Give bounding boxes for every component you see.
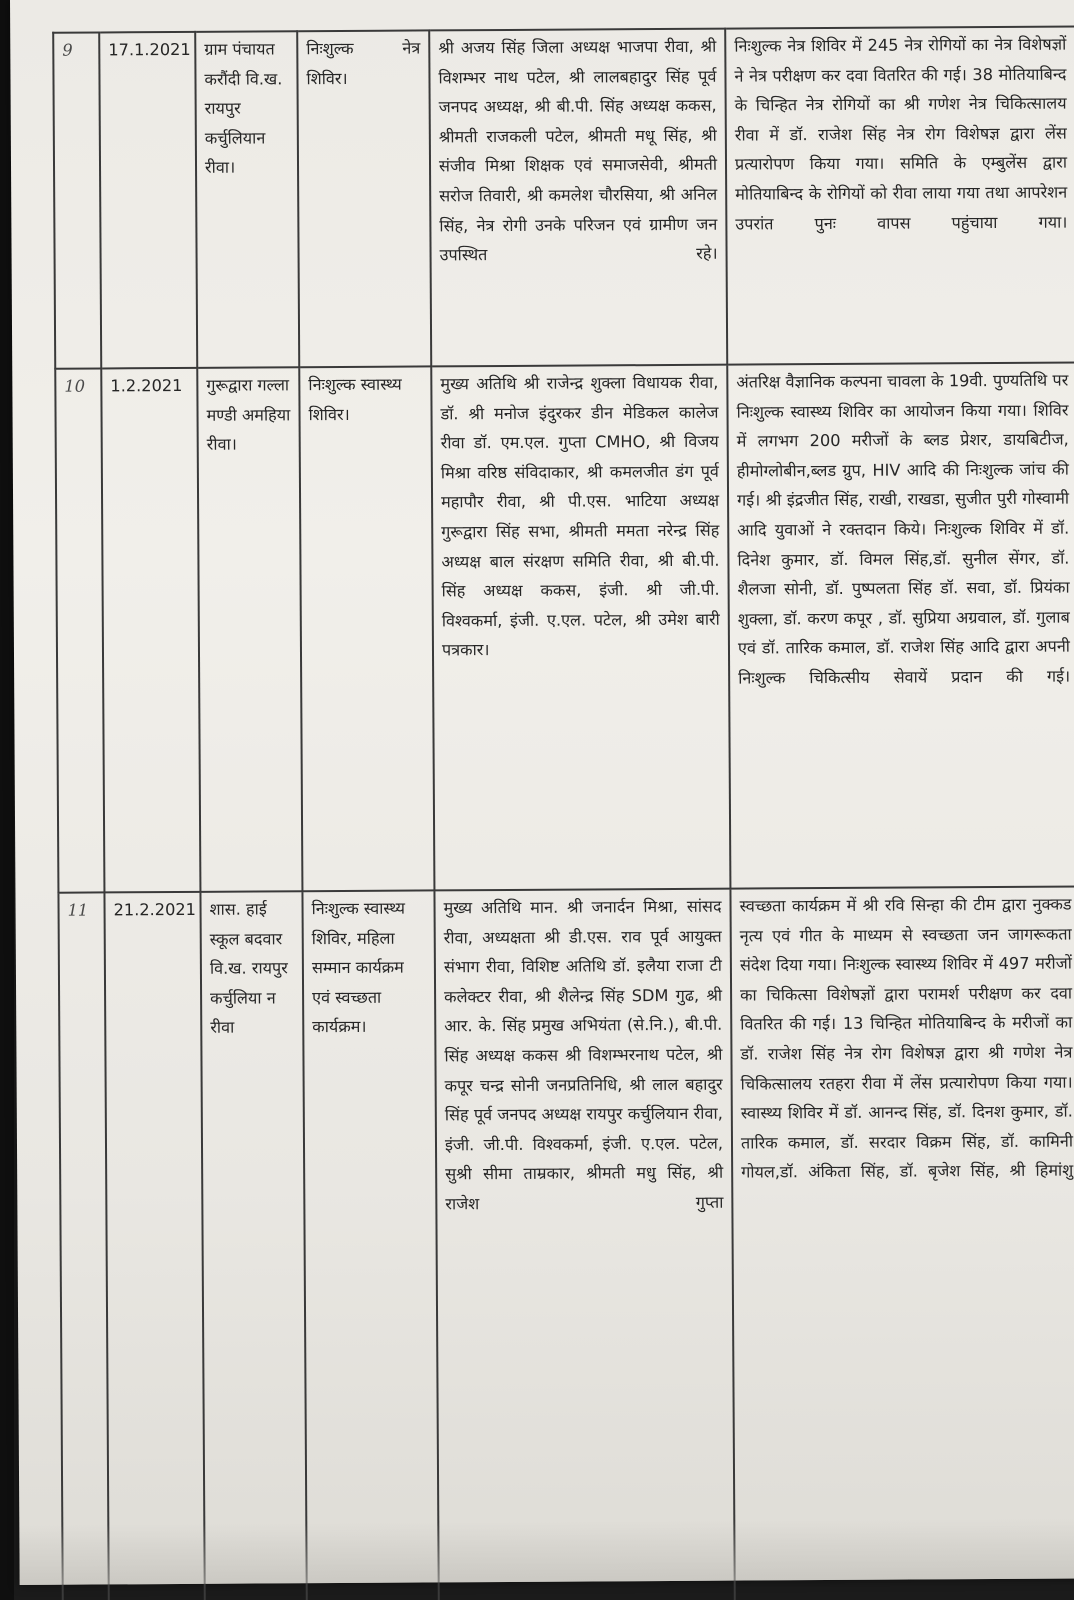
event-place: शास. हाई स्कूल बदवार वि.ख. रायपुर कर्चुलिया न रीवा	[200, 891, 307, 1600]
event-description: स्वच्छता कार्यक्रम में श्री रवि सिन्हा की टीम द्वारा नुक्कड नृत्य एवं गीत के माध्यम से स्वच्छता जन जागरूकता संदेश दिया गया। निःशुल्क स्वास्थ्य शिविर में 497 मरीजों का चिकित्सा विशेषज्ञों द्वारा परामर्श परीक्षण कर दवा वितरित की गई। 13 चिन्हित मोतियाबिन्द के मरीजों का डॉ. राजेश सिंह नेत्र रोग विशेषज्ञ द्वारा श्री गणेश नेत्र चिकित्सालय रतहरा रीवा में लेंस प्रत्यारोपण किया गया। स्वास्थ्य शिविर में डॉ. आनन्द सिंह, डॉ. दिनश कुमार, डॉ. तारिक कमाल, डॉ. सरदार विक्रम सिंह, डॉ. कामिनी गोयल,डॉ. अंकिता सिंह, डॉ. बृजेश सिंह, श्री हिमांशु	[730, 886, 1074, 1600]
document-page	[10, 0, 1074, 1585]
event-date: 17.1.2021	[99, 32, 197, 369]
event-place: गुरूद्वारा गल्ला मण्डी अमहिया रीवा।	[197, 367, 302, 892]
event-date: 21.2.2021	[104, 892, 205, 1600]
event-place: ग्राम पंचायत करौंदी वि.ख. रायपुर कर्चुलियान रीवा।	[195, 31, 299, 368]
table-row	[55, 362, 1074, 892]
table-row	[58, 886, 1074, 1600]
serial-number-handwritten: 9	[53, 32, 101, 368]
serial-number-handwritten: 10	[55, 368, 104, 892]
serial-number-handwritten: 11	[58, 892, 109, 1600]
event-description: निःशुल्क नेत्र शिविर में 245 नेत्र रोगियों का नेत्र विशेषज्ञों ने नेत्र परीक्षण कर दवा वितरित की गई। 38 मोतियाबिन्द के चिन्हित नेत्र रोगियों का श्री गणेश नेत्र चिकित्सालय रीवा में डॉ. राजेश सिंह नेत्र रोग विशेषज्ञ द्वारा लेंस प्रत्यारोपण किया गया। समिति के एम्बुलेंस द्वारा मोतियाबिन्द के रोगियों को रीवा लाया गया तथा आपरेशन उपरांत पुनः वापस पहुंचाया गया।	[725, 26, 1074, 364]
event-guests: मुख्य अतिथि मान. श्री जनार्दन मिश्रा, सांसद रीवा, अध्यक्षता श्री डी.एस. राव पूर्व आयुक्त संभाग रीवा, विशिष्ट अतिथि डॉ. इलैया राजा टी कलेक्टर रीवा, श्री शैलेन्द्र सिंह SDM गुढ, श्री आर. के. सिंह प्रमुख अभियंता (से.नि.), बी.पी. सिंह अध्यक्ष ककस श्री विशम्भरनाथ पटेल, श्री कपूर चन्द्र सोनी जनप्रतिनिधि, श्री लाल बहादुर सिंह पूर्व जनपद अध्यक्ष रायपुर कर्चुलियान रीवा, इंजी. जी.पी. विश्वकर्मा, इंजी. ए.एल. पटेल, सुश्री सीमा ताम्रकार, श्रीमती मधु सिंह, श्री राजेश गुप्ता	[434, 889, 735, 1600]
event-type: निःशुल्क स्वास्थ्य शिविर, महिला सम्मान कार्यक्रम एवं स्वच्छता कार्यक्रम।	[302, 890, 439, 1600]
records-table	[52, 25, 1074, 1600]
event-description: अंतरिक्ष वैज्ञानिक कल्पना चावला के 19वी. पुण्यतिथि पर निःशुल्क स्वास्थ्य शिविर का आयोजन किया गया। शिविर में लगभग 200 मरीजों के ब्लड प्रेशर, डायबिटीज, हीमोग्लोबीन,ब्लड ग्रुप, HIV आदि की निःशुल्क जांच की गई। श्री इंद्रजीत सिंह, राखी, राखडा, सुजीत पुरी गोस्वामी आदि युवाओं ने रक्तदान किये। निःशुल्क शिविर में डॉ. दिनेश कुमार, डॉ. विमल सिंह,डॉ. सुनील सेंगर, डॉ. शैलजा सोनी, डॉ. पुष्पलता सिंह डॉ. सवा, डॉ. प्रियंका शुक्ला, डॉ. करण कपूर , डॉ. सुप्रिया अग्रवाल, डॉ. गुलाब एवं डॉ. तारिक कमाल, डॉ. राजेश सिंह आदि द्वारा अपनी निःशुल्क चिकित्सीय सेवायें प्रदान की गई।	[727, 362, 1074, 888]
event-type: निःशुल्क स्वास्थ्य शिविर।	[299, 366, 434, 891]
table-row	[53, 26, 1074, 368]
event-guests: श्री अजय सिंह जिला अध्यक्ष भाजपा रीवा, श्री विशम्भर नाथ पटेल, श्री लालबहादुर सिंह पूर्व जनपद अध्यक्ष, श्री बी.पी. सिंह अध्यक्ष ककस, श्रीमती राजकली पटेल, श्रीमती मधू सिंह, श्री संजीव मिश्रा शिक्षक एवं समाजसेवी, श्रीमती सरोज तिवारी, श्री कमलेश चौरसिया, श्री अनिल सिंह, नेत्र रोगी उनके परिजन एवं ग्रामीण जन उपस्थित रहे।	[429, 29, 727, 367]
event-type: निःशुल्क नेत्र शिविर।	[297, 30, 431, 367]
event-date: 1.2.2021	[101, 368, 200, 893]
page-shading	[19, 1518, 1074, 1584]
event-guests: मुख्य अतिथि श्री राजेन्द्र शुक्ला विधायक रीवा, डॉ. श्री मनोज इंदुरकर डीन मेडिकल कालेज रीवा डॉ. एम.एल. गुप्ता CMHO, श्री विजय मिश्रा वरिष्ठ संविदाकार, श्री कमलजीत डंग पूर्व महापौर रीवा, श्री पी.एस. भाटिया अध्यक्ष गुरूद्वारा सिंह सभा, श्रीमती ममता नरेन्द्र सिंह अध्यक्ष बाल संरक्षण समिति रीवा, श्री बी.पी. सिंह अध्यक्ष ककस, इंजी. श्री जी.पी. विश्वकर्मा, इंजी. ए.एल. पटेल, श्री उमेश बारी पत्रकार।	[431, 365, 730, 891]
